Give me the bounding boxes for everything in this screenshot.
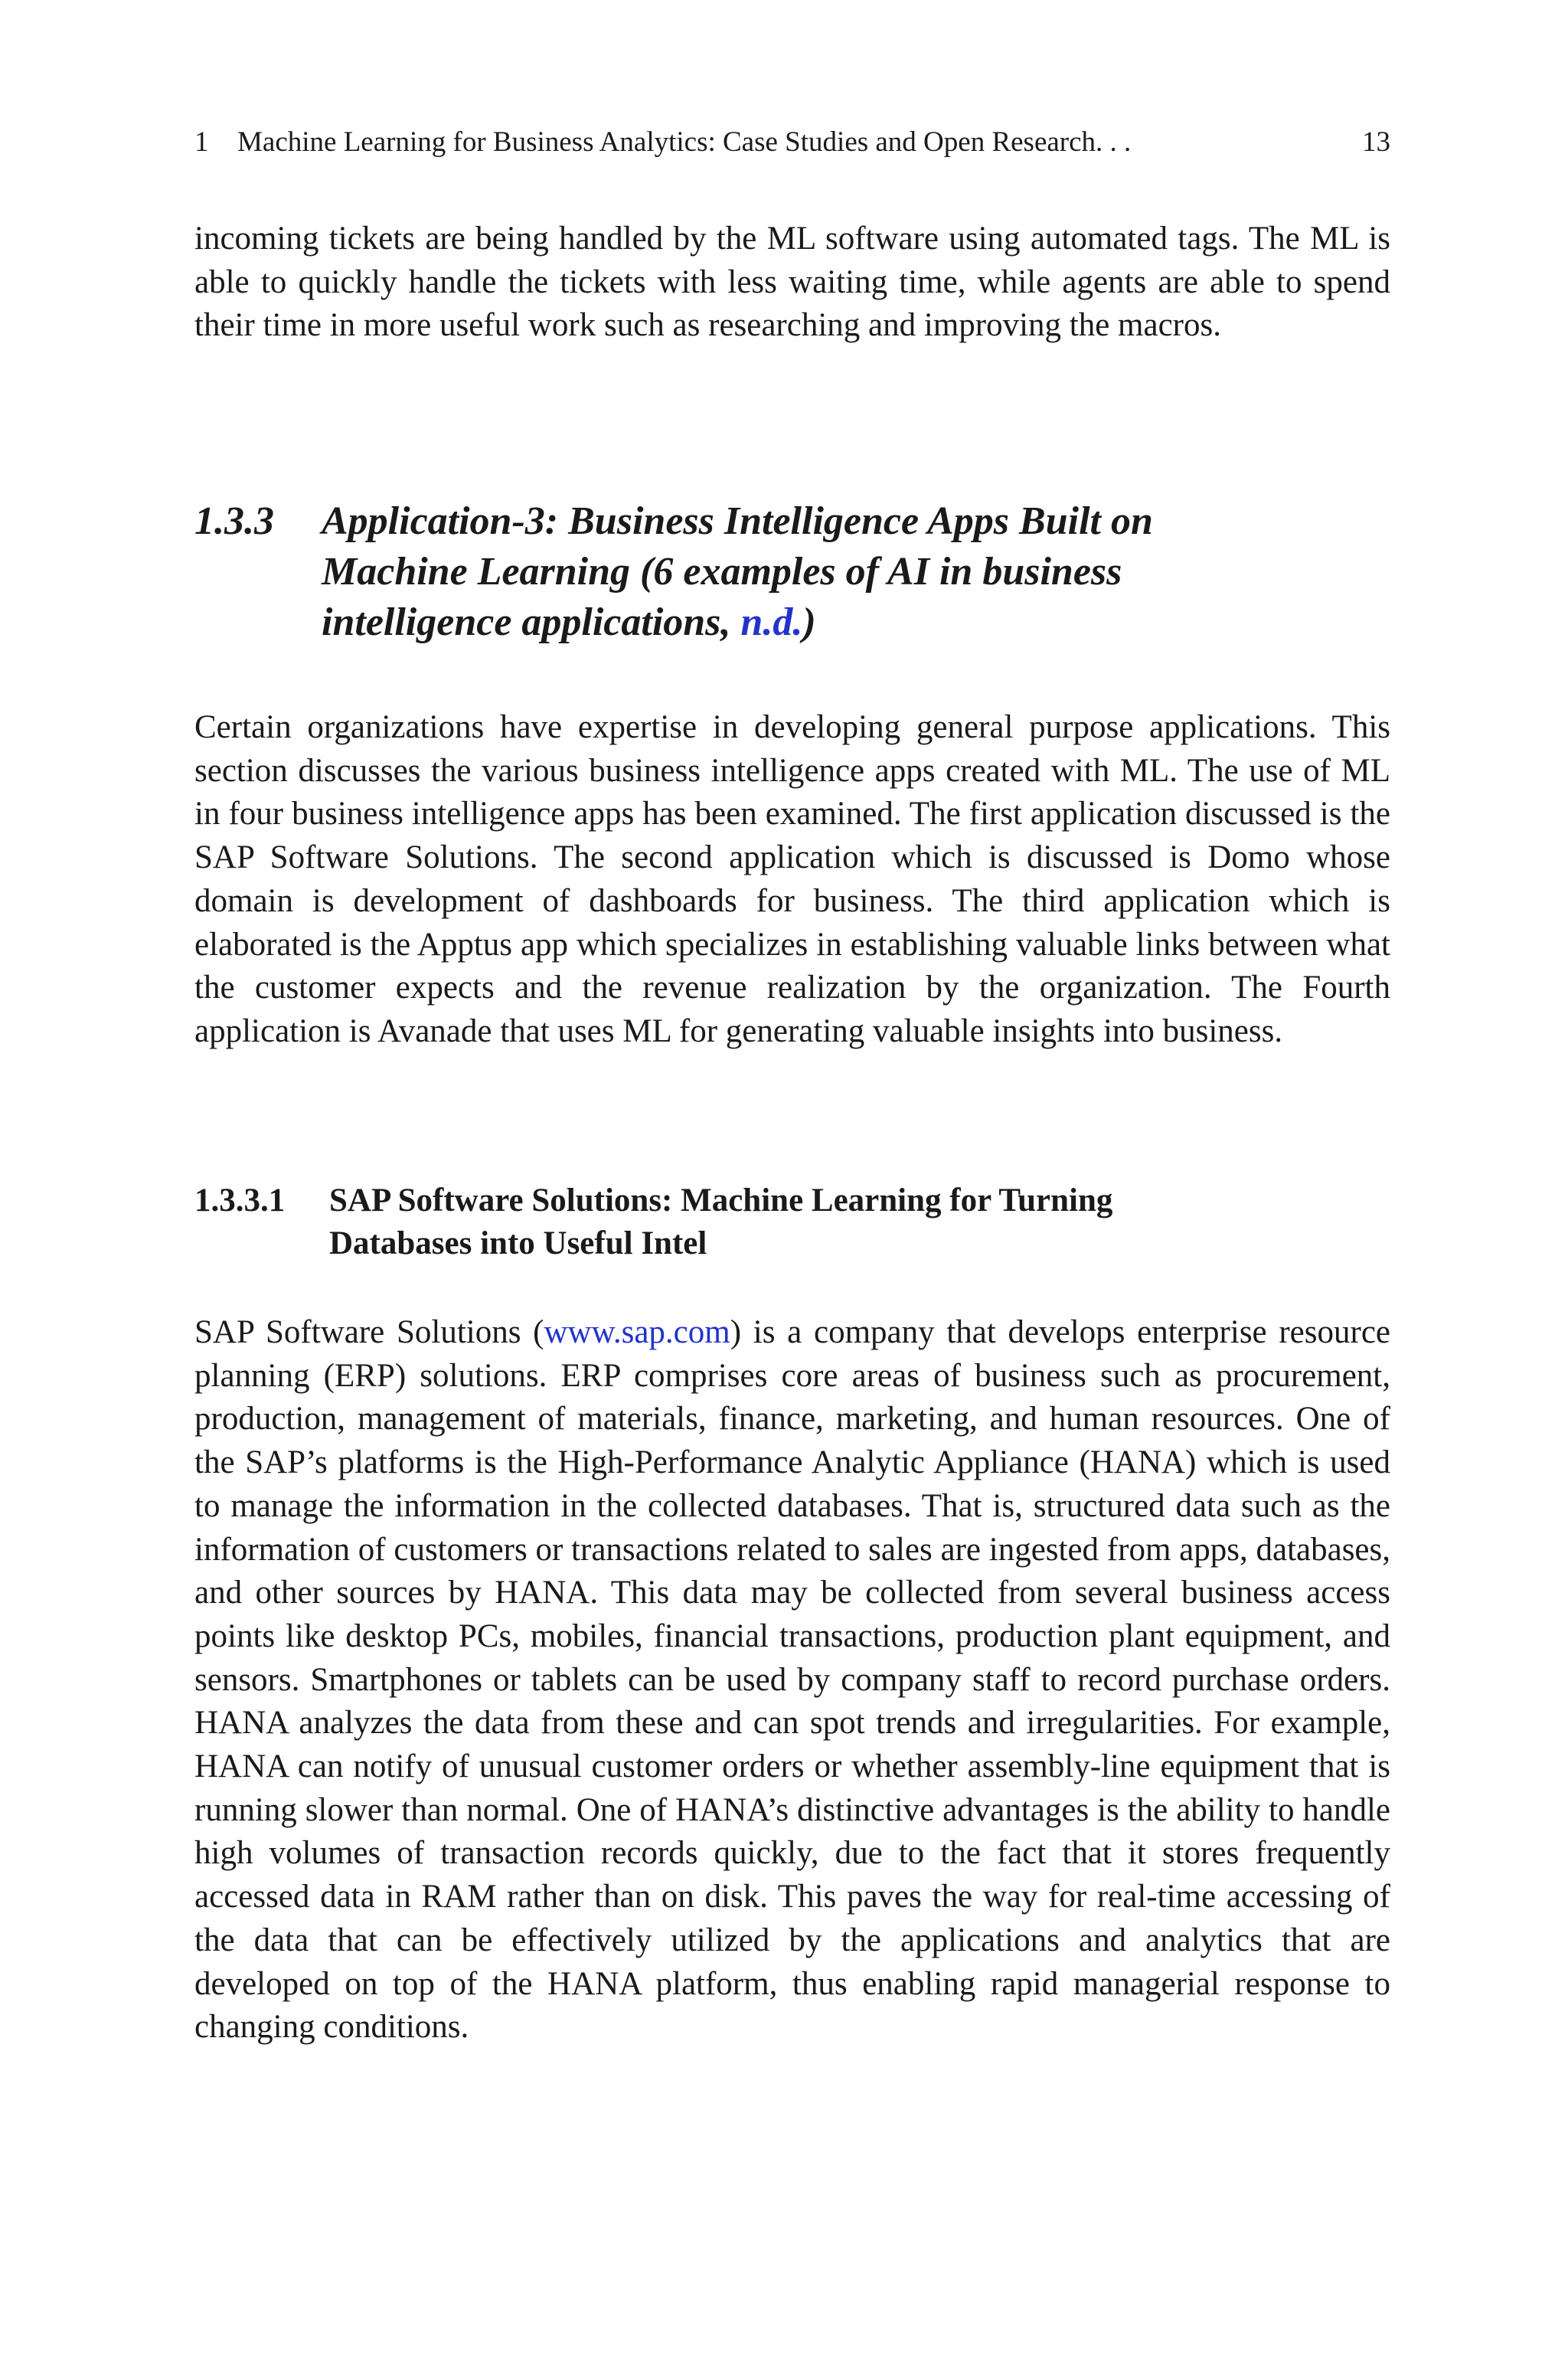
chapter-number: 1 — [194, 126, 209, 158]
citation-link[interactable]: n.d. — [740, 600, 803, 644]
chapter-title: Machine Learning for Business Analytics: Case Studies and Open Research. . . — [237, 126, 1132, 158]
sap-website-link[interactable]: www.sap.com — [544, 1314, 730, 1350]
section-title — [322, 496, 1286, 648]
paragraph-text-rest: ) is a company that develops enterprise resource planning (ERP) solutions. ERP comprises core areas of business such as procurement, production, management of materials, finance, marketing, and human resources. One of the SAP’s platforms is the High-Performance Analytic Appliance (HANA) which is used to manage the information in the collected databases. That is, structured data such as the information of customers or transactions related to sales are ingested from apps, databases, and other sources by HANA. This data may be collected from several business access points like desktop PCs, mobiles, financial transactions, production plant equipment, and sensors. Smartphones or tablets can be used by company staff to record purchase orders. HANA analyzes the data from these and can spot trends and irregularities. For example, HANA can notify of unusual customer orders or whether assembly-line equipment that is running slower than normal. One of HANA’s distinctive advantages is the ability to handle high volumes of transaction records quickly, due to the fact that it stores frequently accessed data in RAM rather than on disk. This paves the way for real-time accessing of the data that can be effectively utilized by the applications and analytics that are developed on top of the HANA platform, thus enabling rapid managerial response to changing conditions. — [194, 1314, 1390, 2046]
running-head — [194, 124, 1390, 161]
section-title-text: Application-3: Business Intelligence Apps Built on Machine Learning (6 examples of AI in business intelligence applications, — [322, 499, 1153, 644]
section-paragraph: Certain organizations have expertise in developing general purpose applications. This section discusses the various business intelligence apps created with ML. The use of ML in four business intelligence apps has been examined. The first application discussed is the SAP Software Solutions. The second application which is discussed is Domo whose domain is development of dashboards for business. The third application which is elaborated is the Apptus app which specializes in establishing valuable links between what the customer expects and the revenue realization by the organization. The Fourth application is Avanade that uses ML for generating valuable insights into business. — [194, 709, 1390, 1049]
intro-paragraph: incoming tickets are being handled by the ML software using automated tags. The ML is able to quickly handle the tickets with less waiting time, while agents are able to spend their time in more useful work such as researching and improving the macros. — [194, 221, 1390, 344]
subsection-heading — [194, 1179, 1390, 1265]
subsection-paragraph — [194, 1311, 1390, 2049]
subsection-title: SAP Software Solutions: Machine Learning for Turning Databases into Useful Intel — [329, 1182, 1113, 1261]
section-number: 1.3.3 — [194, 499, 274, 543]
section-heading — [194, 496, 1390, 648]
paragraph-text-start: SAP Software Solutions ( — [194, 1314, 544, 1350]
page-number: 13 — [1362, 126, 1390, 158]
subsection-number: 1.3.3.1 — [194, 1182, 286, 1218]
section-title-end: ) — [802, 600, 816, 644]
